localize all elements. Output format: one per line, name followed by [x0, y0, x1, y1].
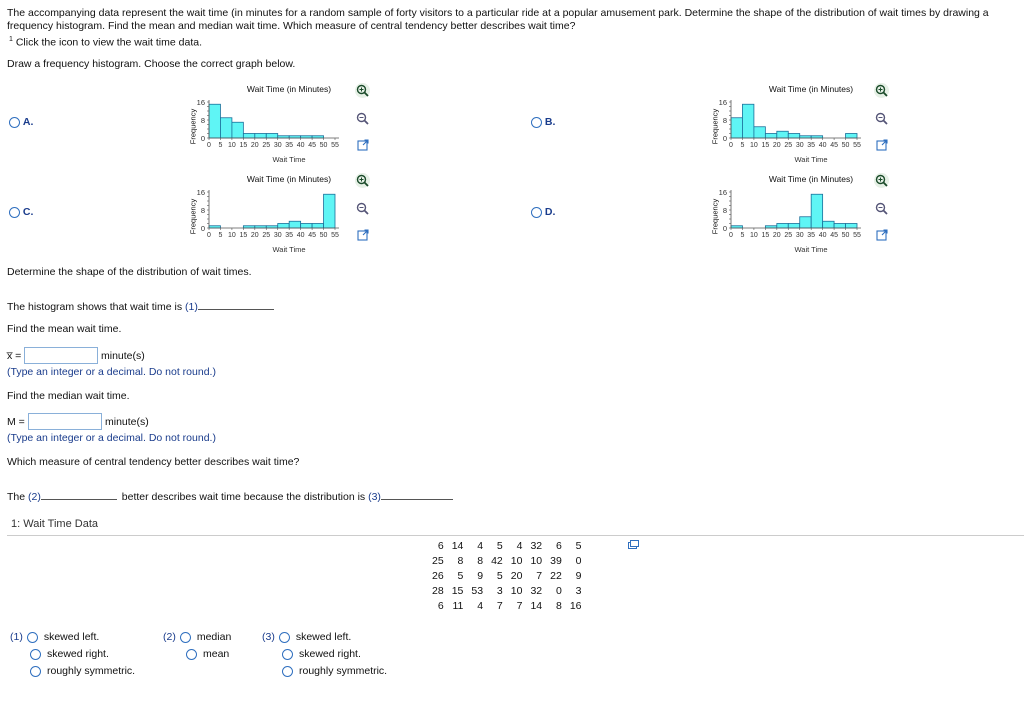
chart-title: Wait Time (in Minutes) — [768, 174, 854, 184]
histogram-bar — [846, 224, 857, 229]
x-tick-label: 5 — [218, 232, 223, 239]
footnote-link[interactable]: Click the icon to view the wait time data. — [15, 36, 202, 49]
histogram-bar — [834, 224, 845, 229]
x-tick-label: 55 — [331, 142, 339, 149]
table-cell: 9 — [575, 569, 582, 582]
table-cell: 7 — [536, 569, 543, 582]
table-cell: 3 — [496, 584, 503, 597]
table-cell: 11 — [452, 599, 464, 612]
blank-3[interactable] — [381, 490, 453, 500]
measure-prompt: Which measure of central tendency better describes wait time? — [7, 456, 300, 468]
histogram-bar — [266, 134, 277, 139]
shape-prompt: Determine the shape of the distribution of wait times. — [7, 266, 252, 278]
table-cell: 53 — [471, 584, 484, 597]
x-tick-label: 15 — [239, 232, 248, 239]
x-tick-label: 5 — [218, 142, 223, 149]
x-tick-label: 5 — [740, 142, 745, 149]
x-tick-label: 30 — [795, 142, 804, 149]
histogram-bar — [731, 118, 742, 138]
median-unit: minute(s) — [105, 416, 149, 428]
blank-1[interactable] — [198, 300, 274, 310]
y-axis-label: Frequency — [188, 108, 198, 145]
table-cell: 26 — [432, 569, 444, 582]
median-label: M = — [7, 416, 25, 428]
mean-input[interactable] — [24, 347, 98, 364]
table-cell: 6 — [437, 539, 444, 552]
radio-d[interactable] — [531, 207, 542, 218]
x-tick-label: 45 — [308, 232, 316, 239]
table-cell: 0 — [575, 554, 582, 567]
x-tick-label: 45 — [830, 232, 838, 239]
table-cell: 8 — [477, 554, 484, 567]
group-1 — [10, 629, 135, 680]
g2-choice-median[interactable]: median — [196, 631, 232, 643]
table-cell: 5 — [496, 569, 503, 582]
table-row — [428, 598, 586, 613]
x-tick-label: 40 — [296, 142, 305, 149]
table-cell: 15 — [451, 584, 464, 597]
x-tick-label: 35 — [807, 142, 816, 149]
x-tick-label: 55 — [853, 232, 861, 239]
histogram-bar — [765, 134, 776, 139]
histogram-shows — [7, 300, 274, 313]
y-axis-label: Frequency — [188, 198, 198, 235]
histogram-shows-text: The histogram shows that wait time is — [7, 301, 183, 313]
histogram-bar — [278, 224, 289, 229]
table-cell: 10 — [530, 554, 543, 567]
blank-2-label: (2) — [28, 491, 41, 503]
x-tick-label: 40 — [818, 142, 827, 149]
zoom-in-icon[interactable] — [874, 83, 889, 98]
mean-prompt: Find the mean wait time. — [7, 323, 122, 335]
y-tick-label: 0 — [722, 134, 727, 143]
wait-time-table — [428, 538, 586, 613]
histogram-bar — [811, 194, 822, 228]
g2-radio-1[interactable] — [186, 649, 197, 660]
y-tick-label: 16 — [196, 188, 205, 197]
x-tick-label: 0 — [729, 232, 733, 239]
table-cell: 5 — [496, 539, 503, 552]
histogram-bar — [788, 224, 799, 229]
x-tick-label: 20 — [250, 232, 259, 239]
g3-choice-skewed-left[interactable]: skewed left. — [295, 631, 352, 643]
median-prompt: Find the median wait time. — [7, 390, 130, 402]
option-b-label: B. — [544, 116, 556, 128]
data-panel-divider — [7, 535, 1024, 536]
zoom-in-icon[interactable] — [355, 173, 370, 188]
x-tick-label: 30 — [273, 142, 282, 149]
pop-out-icon[interactable] — [874, 227, 889, 242]
pop-out-icon[interactable] — [874, 137, 889, 152]
radio-c[interactable] — [9, 207, 20, 218]
g3-radio-1[interactable] — [282, 649, 293, 660]
group-1-number: (1) — [10, 631, 23, 643]
y-tick-label: 0 — [200, 134, 205, 143]
table-cell: 8 — [457, 554, 464, 567]
table-cell: 7 — [516, 599, 523, 612]
pop-out-icon[interactable] — [355, 227, 370, 242]
histogram-prompt: Draw a frequency histogram. Choose the correct graph below. — [7, 58, 296, 70]
histogram-bar — [788, 134, 799, 139]
option-a-label: A. — [22, 116, 34, 128]
x-tick-label: 25 — [262, 232, 271, 239]
table-row — [428, 583, 586, 598]
sentence-middle: better describes wait time because the distribution is — [121, 491, 366, 503]
table-row — [428, 553, 586, 568]
data-panel-title: 1: Wait Time Data — [11, 518, 99, 530]
question-intro — [7, 7, 1012, 50]
histogram-bar — [742, 104, 753, 138]
chart-title: Wait Time (in Minutes) — [246, 174, 332, 184]
x-tick-label: 15 — [239, 142, 248, 149]
g1-radio-2[interactable] — [30, 666, 41, 677]
option-b[interactable] — [531, 116, 555, 128]
x-tick-label: 40 — [296, 232, 305, 239]
g2-choice-mean[interactable]: mean — [203, 648, 230, 660]
y-tick-label: 8 — [200, 116, 205, 125]
x-tick-label: 55 — [331, 232, 339, 239]
zoom-out-icon[interactable] — [874, 111, 889, 126]
histogram-bar — [209, 104, 220, 138]
x-tick-label: 40 — [818, 232, 827, 239]
x-tick-label: 10 — [750, 232, 758, 239]
answer-sentence — [7, 490, 453, 503]
histogram-bar — [243, 134, 254, 139]
histogram-bar — [220, 118, 231, 138]
x-tick-label: 0 — [729, 142, 733, 149]
table-cell: 0 — [555, 584, 562, 597]
table-cell: 4 — [477, 599, 484, 612]
g2-radio-0[interactable] — [180, 632, 191, 643]
blank-2[interactable] — [41, 490, 117, 500]
histogram-bar — [846, 134, 857, 139]
x-axis-label: Wait Time — [272, 155, 306, 164]
histogram-bar — [777, 131, 788, 138]
y-tick-label: 0 — [200, 224, 205, 233]
table-cell: 39 — [550, 554, 562, 567]
x-axis-label: Wait Time — [272, 245, 306, 254]
y-tick-label: 8 — [200, 206, 205, 215]
y-tick-label: 16 — [718, 98, 727, 107]
mean-hint: (Type an integer or a decimal. Do not round.) — [7, 366, 216, 378]
blank-1-label: (1) — [185, 301, 198, 313]
table-cell: 22 — [550, 569, 562, 582]
x-tick-label: 20 — [250, 142, 259, 149]
table-cell: 25 — [432, 554, 444, 567]
g1-radio-0[interactable] — [27, 632, 38, 643]
histogram-bar — [823, 221, 834, 228]
x-tick-label: 10 — [750, 142, 758, 149]
x-tick-label: 5 — [740, 232, 745, 239]
option-d[interactable] — [531, 206, 555, 218]
x-tick-label: 45 — [830, 142, 838, 149]
table-cell: 28 — [432, 584, 444, 597]
x-tick-label: 45 — [308, 142, 316, 149]
table-cell: 10 — [510, 584, 523, 597]
zoom-out-icon[interactable] — [355, 111, 370, 126]
y-axis-label: Frequency — [710, 198, 720, 235]
x-tick-label: 30 — [795, 232, 804, 239]
table-cell: 6 — [555, 539, 562, 552]
x-tick-label: 30 — [273, 232, 282, 239]
x-tick-label: 25 — [784, 232, 793, 239]
y-tick-label: 8 — [722, 206, 727, 215]
table-cell: 5 — [457, 569, 464, 582]
group-2-number: (2) — [163, 631, 176, 643]
histogram-bar — [754, 127, 765, 138]
blank-3-label: (3) — [368, 491, 381, 503]
x-tick-label: 50 — [319, 232, 328, 239]
option-c[interactable] — [9, 206, 33, 218]
y-axis-label: Frequency — [710, 108, 720, 145]
table-cell: 3 — [575, 584, 582, 597]
x-tick-label: 0 — [207, 232, 211, 239]
x-tick-label: 15 — [761, 232, 770, 239]
histogram-bar — [777, 224, 788, 229]
table-cell: 32 — [530, 539, 543, 552]
g1-radio-1[interactable] — [30, 649, 41, 660]
table-cell: 10 — [510, 554, 523, 567]
option-d-label: D. — [544, 206, 556, 218]
x-tick-label: 10 — [228, 232, 236, 239]
histogram-bar — [255, 134, 266, 139]
x-tick-label: 35 — [285, 142, 294, 149]
table-cell: 4 — [477, 539, 484, 552]
mean-label: x̅ = — [7, 350, 22, 362]
histogram-bar — [301, 224, 312, 229]
table-cell: 9 — [477, 569, 484, 582]
g3-choice-skewed-right[interactable]: skewed right. — [299, 648, 361, 660]
table-cell: 14 — [530, 599, 543, 612]
copy-data-icon[interactable] — [628, 540, 639, 553]
histogram-bar — [232, 122, 243, 138]
x-tick-label: 25 — [784, 142, 793, 149]
median-hint: (Type an integer or a decimal. Do not round.) — [7, 432, 216, 444]
zoom-out-icon[interactable] — [874, 201, 889, 216]
table-cell: 5 — [575, 539, 582, 552]
median-input[interactable] — [28, 413, 102, 430]
table-cell: 8 — [555, 599, 562, 612]
radio-a[interactable] — [9, 117, 20, 128]
x-tick-label: 15 — [761, 142, 770, 149]
option-c-label: C. — [22, 206, 34, 218]
histogram-bar — [312, 224, 323, 229]
table-cell: 4 — [516, 539, 523, 552]
x-axis-label: Wait Time — [794, 155, 828, 164]
chart-title: Wait Time (in Minutes) — [768, 84, 854, 94]
group-2 — [163, 629, 231, 663]
y-tick-label: 16 — [718, 188, 727, 197]
histogram-bar — [324, 194, 335, 228]
zoom-in-icon[interactable] — [355, 83, 370, 98]
x-tick-label: 50 — [841, 142, 850, 149]
y-tick-label: 0 — [722, 224, 727, 233]
option-a[interactable] — [9, 116, 33, 128]
group-3 — [262, 629, 387, 680]
x-tick-label: 50 — [841, 232, 850, 239]
g1-choice-skewed-left[interactable]: skewed left. — [43, 631, 100, 643]
pop-out-icon[interactable] — [355, 137, 370, 152]
x-tick-label: 0 — [207, 142, 211, 149]
g3-radio-2[interactable] — [282, 666, 293, 677]
g3-radio-0[interactable] — [279, 632, 290, 643]
zoom-out-icon[interactable] — [355, 201, 370, 216]
x-tick-label: 35 — [285, 232, 294, 239]
mean-unit: minute(s) — [101, 350, 145, 362]
x-tick-label: 20 — [772, 142, 781, 149]
table-cell: 16 — [569, 599, 582, 612]
x-tick-label: 55 — [853, 142, 861, 149]
table-cell: 42 — [491, 554, 503, 567]
histogram-bar — [289, 221, 300, 228]
y-tick-label: 8 — [722, 116, 727, 125]
table-cell: 20 — [510, 569, 523, 582]
x-tick-label: 10 — [228, 142, 236, 149]
table-row — [428, 568, 586, 583]
g3-choice-roughly-symmetric[interactable]: roughly symmetric. — [299, 665, 388, 677]
g1-choice-skewed-right[interactable]: skewed right. — [47, 648, 109, 660]
footnote — [9, 33, 1012, 50]
x-tick-label: 25 — [262, 142, 271, 149]
x-tick-label: 20 — [772, 232, 781, 239]
table-cell: 14 — [451, 539, 464, 552]
histogram-bar — [800, 217, 811, 228]
g1-choice-roughly-symmetric[interactable]: roughly symmetric. — [47, 665, 136, 677]
radio-b[interactable] — [531, 117, 542, 128]
x-axis-label: Wait Time — [794, 245, 828, 254]
x-tick-label: 50 — [319, 142, 328, 149]
chart-title: Wait Time (in Minutes) — [246, 84, 332, 94]
table-cell: 6 — [437, 599, 444, 612]
table-row — [428, 538, 586, 553]
x-tick-label: 35 — [807, 232, 816, 239]
intro-text: The accompanying data represent the wait time (in minutes for a random sample of forty visitors to a particular ride at a popular amusement park. Determine the shape of the distribution of wait times by drawing a frequency histogram. Find the mean and median wait time. Which measure of central tendency better describes wait time? — [7, 7, 989, 32]
footnote-marker: 1 — [9, 36, 13, 43]
table-cell: 32 — [530, 584, 543, 597]
group-3-number: (3) — [262, 631, 275, 643]
sentence-the: The — [7, 491, 26, 503]
zoom-in-icon[interactable] — [874, 173, 889, 188]
y-tick-label: 16 — [196, 98, 205, 107]
table-cell: 7 — [496, 599, 503, 612]
